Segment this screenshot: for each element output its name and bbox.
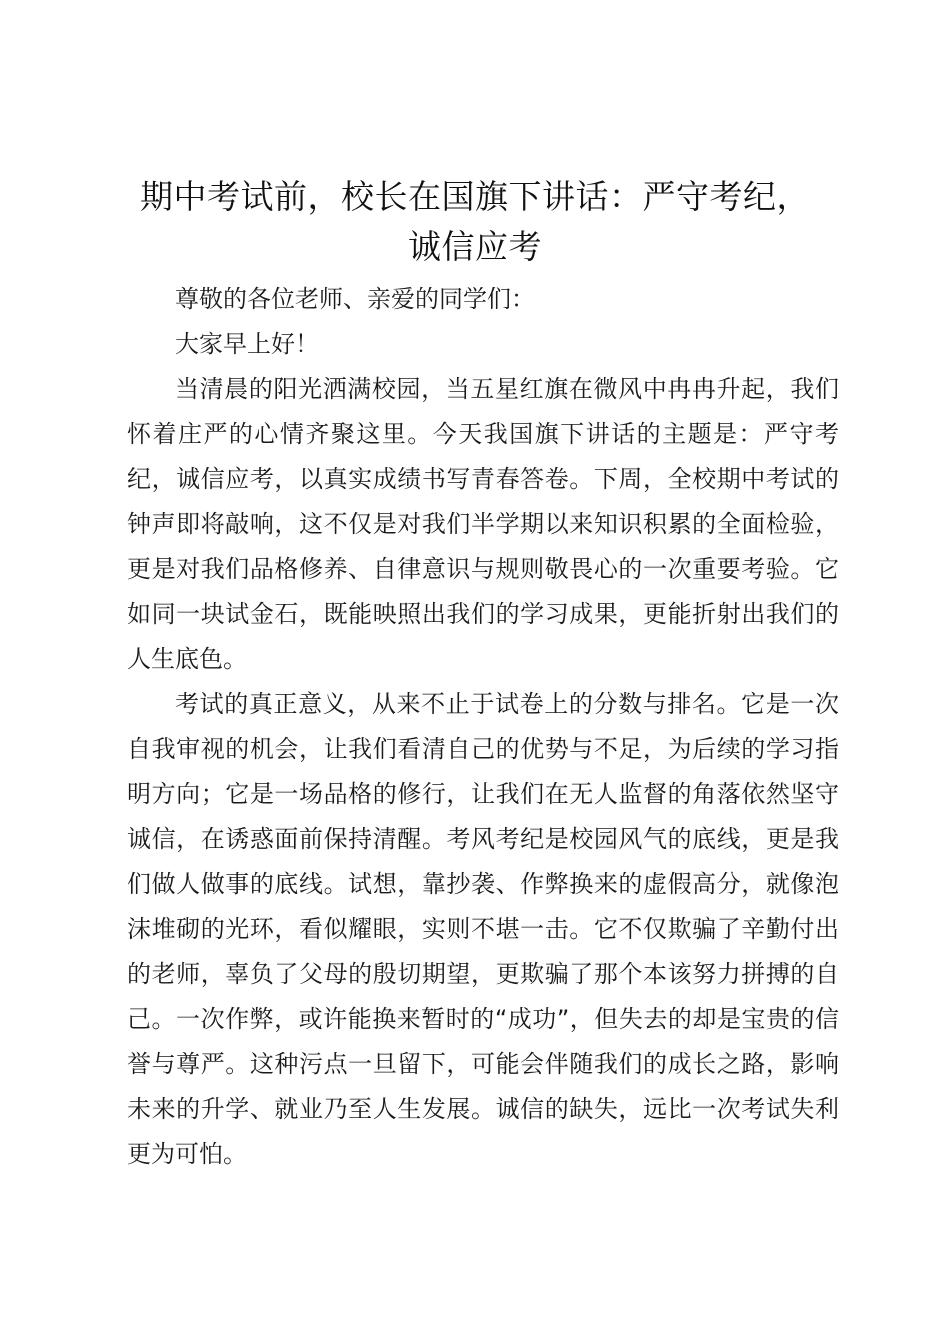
body-paragraph-1: 当清晨的阳光洒满校园，当五星红旗在微风中冉冉升起，我们怀着庄严的心情齐聚这里。今天我国旗下讲话的主题是：严守考纪，诚信应考，以真实成绩书写青春答卷。下周，全校期中考试的钟声即将敲响，这不仅是对我们半学期以来知识积累的全面检验，更是对我们品格修养、自律意识与规则敬畏心的一次重要考验。它如同一块试金石，既能映照出我们的学习成果，更能折射出我们的人生底色。 <box>127 375 839 673</box>
document-title-line-2: 诚信应考 <box>408 227 542 266</box>
document-title-line-1: 期中考试前，校长在国旗下讲话：严守考纪， <box>140 177 810 216</box>
document-body <box>127 277 839 1177</box>
document-title <box>110 172 840 272</box>
body-paragraph-2: 考试的真正意义，从来不止于试卷上的分数与排名。它是一次自我审视的机会，让我们看清自己的优势与不足，为后续的学习指明方向；它是一场品格的修行，让我们在无人监督的角落依然坚守诚信，在诱惑面前保持清醒。考风考纪是校园风气的底线，更是我们做人做事的底线。试想，靠抄袭、作弊换来的虚假高分，就像泡沫堆砌的光环，看似耀眼，实则不堪一击。它不仅欺骗了辛勤付出的老师，辜负了父母的殷切期望，更欺骗了那个本该努力拼搏的自己。一次作弊，或许能换来暂时的“成功”，但失去的却是宝贵的信誉与尊严。这种污点一旦留下，可能会伴随我们的成长之路，影响未来的升学、就业乃至人生发展。诚信的缺失，远比一次考试失利更为可怕。 <box>127 690 839 1168</box>
greeting: 大家早上好！ <box>175 330 319 358</box>
salutation: 尊敬的各位老师、亲爱的同学们： <box>175 285 535 313</box>
